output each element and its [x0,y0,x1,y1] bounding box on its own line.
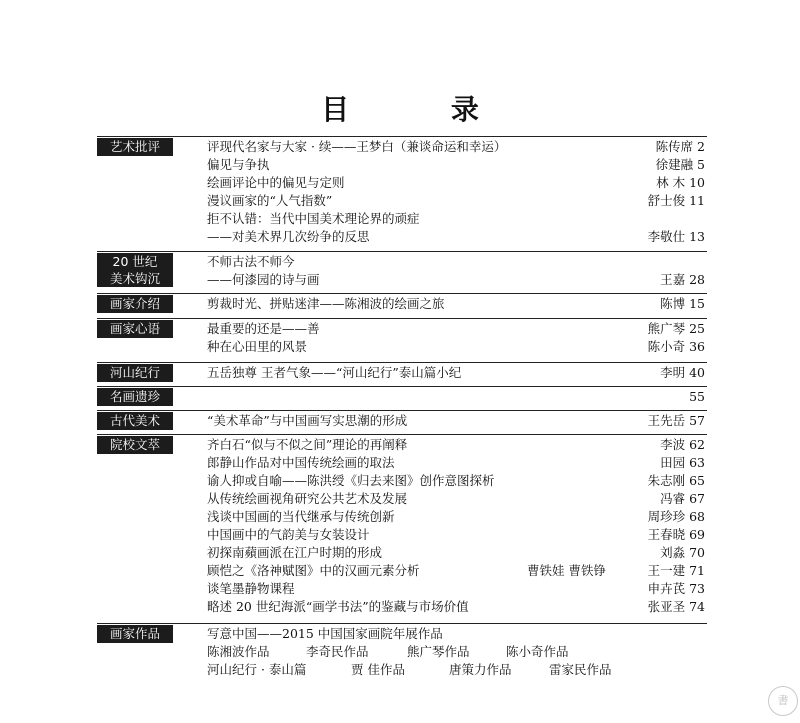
entry-author-page: 周珍珍 68 [647,509,705,524]
toc-entry[interactable] [207,472,707,490]
works-row [207,661,707,679]
toc-entry[interactable] [207,526,707,544]
section-label: 画家作品 [97,625,173,643]
work-item[interactable]: 河山纪行 · 泰山篇 [207,662,307,677]
section-art-criticism [97,136,707,244]
toc-entry[interactable] [207,562,707,580]
entry-author-page: 舒士俊 11 [647,193,705,208]
entry-title: 五岳独尊 王者气象——“河山纪行”泰山篇小纪 [207,365,462,380]
entry-title: 齐白石“似与不似之间”理论的再阐释 [207,437,408,452]
section-label-line: 20 世纪 [112,254,158,269]
entry-author-page: 王一建 71 [647,563,705,578]
toc-entry[interactable] [207,490,707,508]
toc-entry[interactable] [207,508,707,526]
entry-title: 谈笔墨静物课程 [207,581,295,596]
toc-entry[interactable] [207,228,707,246]
entry-author-page: 陈小奇 36 [647,339,705,354]
toc-entry[interactable] [207,454,707,472]
section-ancient-art [97,410,707,428]
toc-entry[interactable] [207,598,707,616]
entry-author-page: 陈传席 2 [655,139,705,154]
section-landscape-journey [97,362,707,380]
entry-author-page: 王嘉 28 [660,272,705,287]
entry-author-page: 王春晓 69 [647,527,705,542]
entry-title: “美术革命”与中国画写实思潮的形成 [207,413,408,428]
entry-title: 剪裁时光、拼贴迷津——陈湘波的绘画之旅 [207,296,445,311]
entry-author-page: 李波 62 [660,437,705,452]
work-item[interactable]: 陈小奇作品 [506,644,569,659]
entry-author-page: 张亚圣 74 [647,599,705,614]
entry-title: 从传统绘画视角研究公共艺术及发展 [207,491,408,506]
section-artist-words [97,318,707,354]
toc-entry[interactable] [207,338,707,356]
section-label: 院校文萃 [97,436,173,454]
toc-entry[interactable] [207,625,707,643]
entry-title: 顾恺之《洛神赋图》中的汉画元素分析 [207,563,420,578]
entry-title: 评现代名家与大家 · 续——王梦白（兼谈命运和幸运） [207,139,507,154]
toc-entry[interactable] [207,156,707,174]
works-row [207,643,707,661]
section-artist-intro [97,293,707,311]
toc-entry[interactable] [207,388,707,406]
section-label: 河山纪行 [97,364,173,382]
toc-entry[interactable] [207,320,707,338]
entry-title: 不师古法不师今 [207,254,295,269]
work-item[interactable]: 李奇民作品 [306,644,369,659]
entry-coauthors: 曹铁娃 曹铁铮 [527,563,606,578]
toc-entry[interactable] [207,174,707,192]
entry-title: 中国画中的气韵美与女装设计 [207,527,370,542]
toc-entry[interactable] [207,436,707,454]
entry-author-page: 林 木 10 [656,175,705,190]
section-label: 画家介绍 [97,295,173,313]
entry-author-page: 王先岳 57 [647,413,705,428]
toc-entry[interactable] [207,364,707,382]
section-masterpieces [97,386,707,404]
toc-entry[interactable] [207,271,707,289]
work-item[interactable]: 贾 佳作品 [351,662,405,677]
entry-title: 偏见与争执 [207,157,270,172]
section-label-line: 美术钩沉 [109,271,160,286]
section-20th-century [97,251,707,287]
entry-title: ——何漆园的诗与画 [207,272,320,287]
work-item[interactable]: 唐策力作品 [449,662,512,677]
entry-author-page: 冯睿 67 [660,491,705,506]
toc-entry[interactable] [207,412,707,430]
section-academy-essays [97,434,707,614]
watermark-seal: 書 [768,686,798,716]
entry-author-page: 申卉芪 73 [647,581,705,596]
entry-title: 谕人抑或自喻——陈洪绶《归去来图》创作意图探析 [207,473,495,488]
section-label [97,253,173,287]
entry-title: 写意中国——2015 中国国家画院年展作品 [207,626,443,641]
work-item[interactable]: 雷家民作品 [549,662,612,677]
section-label: 画家心语 [97,320,173,338]
toc-entry[interactable] [207,210,707,228]
entry-author-page: 李明 40 [660,365,705,380]
toc-entry[interactable] [207,295,707,313]
toc-entry[interactable] [207,138,707,156]
entry-title: 种在心田里的风景 [207,339,308,354]
section-label: 古代美术 [97,412,173,430]
entry-title: 最重要的还是——善 [207,321,320,336]
entry-title: 初探南蘋画派在江户时期的形成 [207,545,383,560]
entry-title: 漫议画家的“人气指数” [207,193,333,208]
toc-entry[interactable] [207,544,707,562]
entry-author-page: 陈博 15 [660,296,705,311]
entry-author-page: 徐建融 5 [655,157,705,172]
entry-title: 拒不认错：当代中国美术理论界的顽症 [207,211,420,226]
work-item[interactable]: 熊广琴作品 [407,644,470,659]
entry-author-page: 朱志刚 65 [647,473,705,488]
entry-author-page: 李敬仕 13 [647,229,705,244]
work-item[interactable]: 陈湘波作品 [207,644,270,659]
entry-title: 郎静山作品对中国传统绘画的取法 [207,455,395,470]
entry-author-page: 田园 63 [660,455,705,470]
toc-entry[interactable] [207,192,707,210]
entry-title: 略述 20 世纪海派“画学书法”的鉴藏与市场价值 [207,599,469,614]
entry-title: 绘画评论中的偏见与定则 [207,175,345,190]
section-label: 名画遗珍 [97,388,173,406]
toc-entry[interactable] [207,580,707,598]
section-artist-works [97,623,707,677]
entry-title: ——对美术界几次纷争的反思 [207,229,370,244]
section-label: 艺术批评 [97,138,173,156]
entry-title: 浅谈中国画的当代继承与传统创新 [207,509,395,524]
entry-author-page: 55 [689,389,705,404]
toc-entry[interactable] [207,253,707,271]
entry-author-page: 刘淼 70 [660,545,705,560]
entry-author-page: 熊广琴 25 [647,321,705,336]
page-title: 目 录 [321,93,525,126]
